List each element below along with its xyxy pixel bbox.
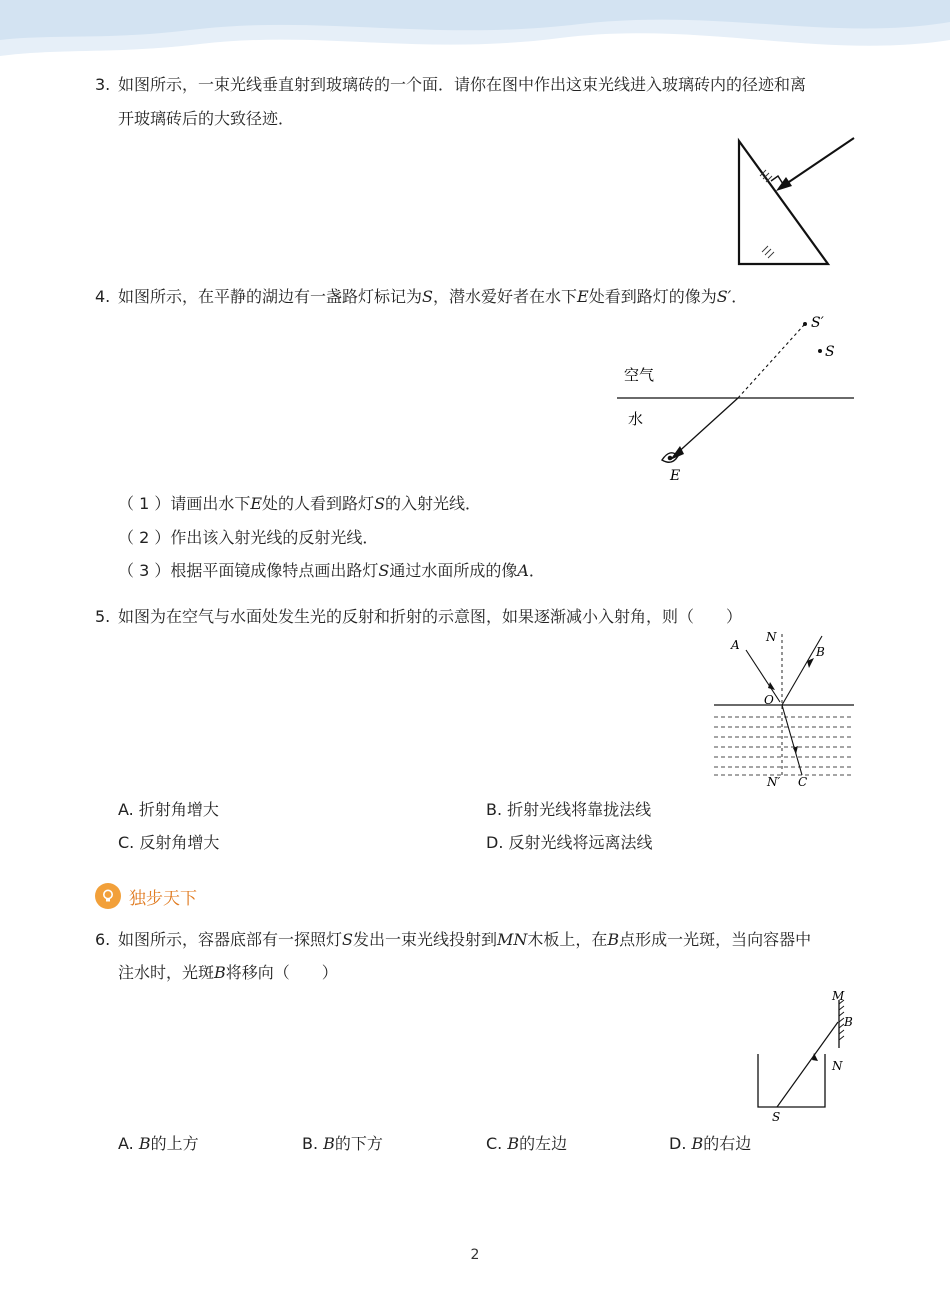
q5-refraction-figure [706,628,861,794]
light-beam [777,1022,838,1107]
q4-sub-3: （ 3 ）根据平面镜成像特点画出路灯S通过水面所成的像A． [118,561,545,580]
q6-line-2: 注水时，光斑B将移向（ ） [118,963,338,982]
q5-line-1: 5. 如图为在空气与水面处发生光的反射和折射的示意图，如果逐渐减小入射角，则（ ） [95,607,743,626]
q6-line-1: 6. 如图所示，容器底部有一探照灯S发出一束光线投射到MN木板上，在B点形成一光斑，当向容器中 [95,930,812,949]
ray-to-eye [674,398,738,456]
label-e: E [670,468,681,484]
q6-option-b[interactable]: B. B的下方 [302,1134,383,1153]
q5-option-a[interactable]: A. 折射角增大 [118,800,219,819]
q6-option-d[interactable]: D. B的右边 [669,1134,752,1153]
q6-option-c[interactable]: C. B的左边 [486,1134,568,1153]
q4-sub-1: （ 1 ）请画出水下E处的人看到路灯S的入射光线． [118,494,482,513]
virtual-ray [738,325,804,398]
label-s: S [772,1110,781,1124]
label-n-prime: N′ [767,775,781,789]
page-number: 2 [470,1247,480,1263]
section-header [95,883,197,909]
q3-line-2: 开玻璃砖后的大致径迹． [118,109,295,128]
q4-lake-figure [612,308,862,488]
label-n: N [766,630,777,644]
q5-option-c[interactable]: C. 反射角增大 [118,833,220,852]
refracted-ray [782,705,802,775]
label-a: A [731,638,740,652]
label-n: N [832,1059,843,1073]
q6-option-a[interactable]: A. B的上方 [118,1134,199,1153]
label-m: M [832,989,845,1003]
label-s-prime: S′ [811,315,824,331]
q3-glass-prism-figure [730,132,860,268]
label-b: B [816,645,825,659]
q4-line-1: 4. 如图所示，在平静的湖边有一盏路灯标记为S，潜水爱好者在水下E处看到路灯的像为S′． [95,287,748,306]
q4-sub-2: （ 2 ）作出该入射光线的反射光线． [118,528,379,547]
q3-line-1: 3. 如图所示，一束光线垂直射到玻璃砖的一个面．请你在图中作出这束光线进入玻璃砖内的径迹和离 [95,75,807,94]
label-o: O [764,693,774,707]
container [758,1054,825,1107]
label-b: B [844,1015,853,1029]
incident-ray [746,650,780,702]
q5-option-d[interactable]: D. 反射光线将远离法线 [486,833,653,852]
q5-option-b[interactable]: B. 折射光线将靠拢法线 [486,800,652,819]
label-s: S [825,344,835,360]
lightbulb-icon [95,883,121,909]
section-title: 独步天下 [129,888,197,909]
label-air: 空气 [624,366,655,384]
q6-container-figure [748,986,858,1126]
header-wave-decoration [0,0,950,70]
label-water: 水 [628,410,644,428]
label-c: C [798,775,808,789]
